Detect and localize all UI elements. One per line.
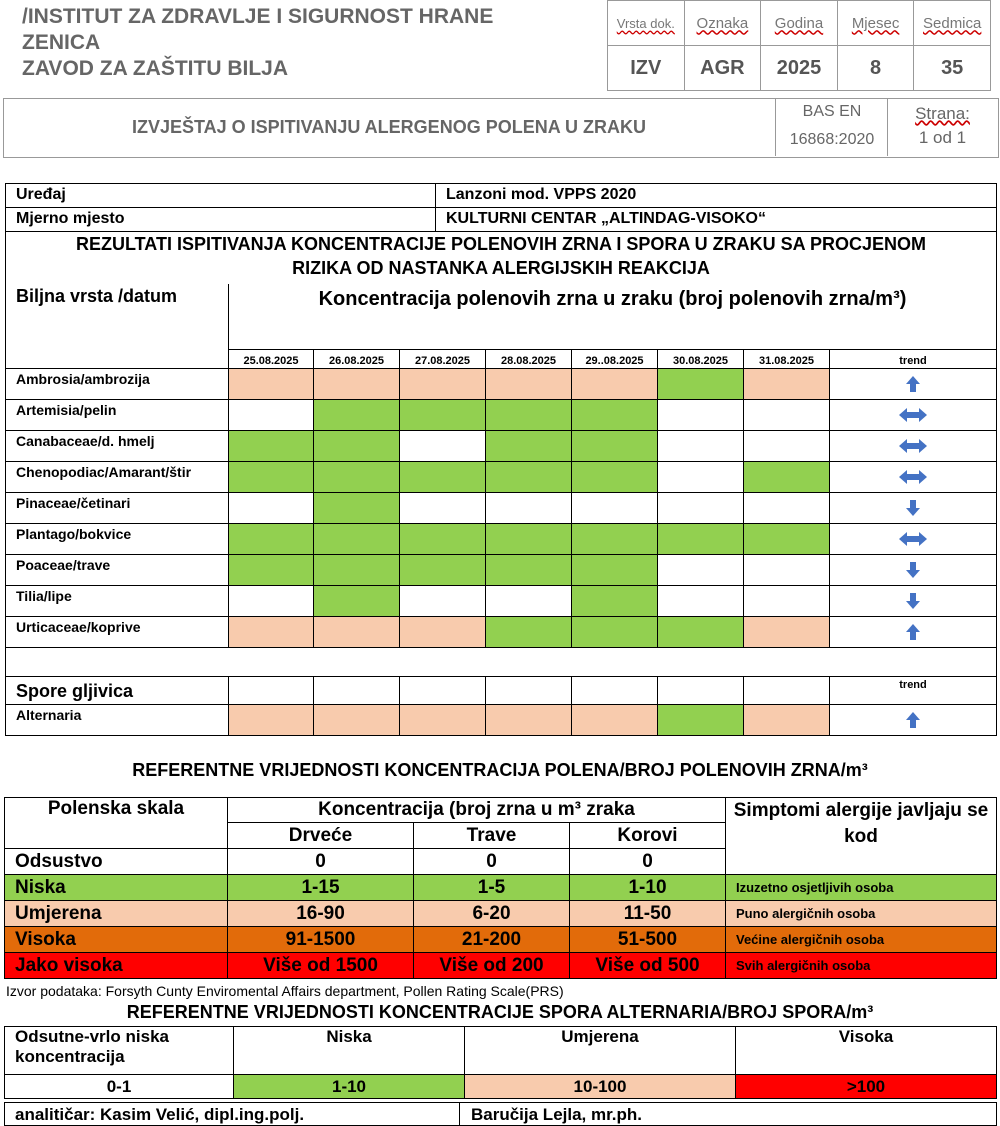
concentration-cell (486, 524, 572, 554)
trend-cell (830, 462, 996, 492)
ref-value: 51-500 (570, 927, 726, 953)
species-name: Artemisia/pelin (6, 400, 229, 430)
concentration-cell (744, 617, 830, 647)
concentration-cell (572, 462, 658, 492)
standard-reference (775, 98, 888, 156)
species-name: Urticaceae/koprive (6, 617, 229, 647)
species-name: Pinaceae/četinari (6, 493, 229, 523)
trend-cell (830, 555, 996, 585)
meta-label-type: Vrsta dok. (608, 1, 685, 46)
species-header: Biljna vrsta /datum (6, 284, 229, 369)
spore-ref-value-absent: 0-1 (5, 1075, 234, 1099)
page-label: Strana: (915, 104, 970, 123)
meta-value-code: AGR (684, 46, 761, 91)
symptoms-header: Simptomi alergije javljaju se kod (726, 798, 997, 875)
trend-header: trend (899, 355, 927, 367)
species-row (6, 617, 996, 648)
device-row (6, 184, 996, 208)
spore-header-cell (314, 677, 400, 704)
species-row (6, 555, 996, 586)
date-header: 30.08.2025 (658, 350, 744, 368)
spore-reference-title (0, 1002, 1000, 1023)
ref-value: 1-15 (228, 875, 414, 901)
concentration-cell (400, 555, 486, 585)
data-source: Izvor podataka: Forsyth Cunty Enviromental Affairs department, Pollen Rating Scale(PRS) (6, 983, 564, 999)
spore-header-cell (486, 677, 572, 704)
device-value: Lanzoni mod. VPPS 2020 (446, 186, 637, 203)
page-number (887, 98, 997, 156)
device-label: Uređaj (6, 184, 436, 207)
concentration-cell (744, 586, 830, 616)
concentration-cell (486, 431, 572, 461)
concentration-cell (314, 431, 400, 461)
location-label: Mjerno mjesto (6, 208, 436, 231)
concentration-cell (229, 431, 314, 461)
location-row (6, 208, 996, 232)
arrow-left-right-icon (898, 529, 928, 549)
spore-ref-header-low: Niska (234, 1027, 465, 1075)
scale-header: Polenska skala (5, 798, 228, 849)
concentration-cell (229, 555, 314, 585)
institution-line-3: ZAVOD ZA ZAŠTITU BILJA (22, 57, 288, 80)
second-signature: Baručija Lejla, mr.ph. (471, 1105, 643, 1124)
species-name: Plantago/bokvice (6, 524, 229, 554)
meta-value-week: 35 (914, 46, 991, 91)
reference-table (4, 797, 997, 979)
ref-value: 16-90 (228, 901, 414, 927)
concentration-cell (658, 705, 744, 735)
arrow-left-right-icon (898, 467, 928, 487)
concentration-cell (658, 493, 744, 523)
col-trees: Drveće (228, 823, 414, 849)
analyst-signature: analitičar: Kasim Velić, dipl.ing.polj. (15, 1105, 305, 1124)
spores-header-row (6, 677, 996, 705)
institution-line-1: /INSTITUT ZA ZDRAVLJE I SIGURNOST HRANE (22, 5, 494, 28)
concentration-cell (744, 493, 830, 523)
arrow-down-icon (898, 591, 928, 611)
concentration-cell (400, 705, 486, 735)
ref-level: Visoka (5, 927, 228, 953)
spore-ref-value-high: >100 (736, 1075, 997, 1099)
concentration-cell (229, 369, 314, 399)
concentration-cell (314, 493, 400, 523)
ref-value: 0 (414, 849, 570, 875)
concentration-cell (744, 555, 830, 585)
ref-value: 11-50 (570, 901, 726, 927)
ref-value: 0 (228, 849, 414, 875)
concentration-cell (744, 524, 830, 554)
meta-label-code: Oznaka (684, 1, 761, 46)
concentration-cell (744, 705, 830, 735)
reference-title-text: REFERENTNE VRIJEDNOSTI KONCENTRACIJA POLENA/BROJ POLENOVIH ZRNA/m³ (132, 760, 868, 780)
col-grasses: Trave (414, 823, 570, 849)
concentration-cell (486, 617, 572, 647)
species-name: Tilia/lipe (6, 586, 229, 616)
standard-line-1: BAS EN (802, 103, 862, 120)
concentration-cell (314, 586, 400, 616)
species-row (6, 705, 996, 736)
species-name: Canabaceae/d. hmelj (6, 431, 229, 461)
ref-symptoms: Svih alergičnih osoba (726, 953, 997, 979)
arrow-up-icon (898, 710, 928, 730)
date-header: 31.08.2025 (744, 350, 830, 368)
date-header: 29..08.2025 (572, 350, 658, 368)
concentration-cell (314, 705, 400, 735)
ref-value: Više od 200 (414, 953, 570, 979)
species-row (6, 369, 996, 400)
trend-cell (830, 617, 996, 647)
conc-header: Koncentracija (broj zrna u m³ zraka (228, 798, 726, 823)
concentration-cell (486, 555, 572, 585)
arrow-up-icon (898, 622, 928, 642)
concentration-cell (658, 524, 744, 554)
concentration-cell (486, 369, 572, 399)
concentration-cell (400, 400, 486, 430)
concentration-cell (572, 493, 658, 523)
concentration-cell (572, 369, 658, 399)
concentration-cell (229, 400, 314, 430)
spore-header-cell (572, 677, 658, 704)
meta-value-month: 8 (837, 46, 914, 91)
concentration-cell (229, 705, 314, 735)
spore-reference-title-text: REFERENTNE VRIJEDNOSTI KONCENTRACIJE SPORA ALTERNARIA/BROJ SPORA/m³ (126, 1002, 874, 1022)
species-row (6, 524, 996, 555)
spore-trend-header: trend (899, 679, 927, 691)
spore-ref-header-moderate: Umjerena (465, 1027, 736, 1075)
meta-value-year: 2025 (761, 46, 838, 91)
concentration-cell (572, 617, 658, 647)
concentration-cell (744, 431, 830, 461)
ref-value: 21-200 (414, 927, 570, 953)
date-header: 27.08.2025 (400, 350, 486, 368)
meta-label-week: Sedmica (914, 1, 991, 46)
ref-level: Odsustvo (5, 849, 228, 875)
species-name: Chenopodiac/Amarant/štir (6, 462, 229, 492)
spore-ref-header-absent: Odsutne-vrlo niska koncentracija (5, 1027, 234, 1075)
ref-symptoms: Izuzetno osjetljivih osoba (726, 875, 997, 901)
ref-level: Niska (5, 875, 228, 901)
concentration-cell (314, 400, 400, 430)
meta-label-month: Mjesec (837, 1, 914, 46)
signature-row (4, 1102, 997, 1126)
spore-reference-table (4, 1026, 997, 1099)
col-weeds: Korovi (570, 823, 726, 849)
concentration-cell (486, 705, 572, 735)
species-row (6, 400, 996, 431)
ref-symptoms: Puno alergičnih osoba (726, 901, 997, 927)
arrow-up-icon (898, 374, 928, 394)
location-value: KULTURNI CENTAR „ALTINDAG-VISOKO“ (446, 210, 766, 227)
concentration-header (229, 284, 996, 350)
spore-ref-value-moderate: 10-100 (465, 1075, 736, 1099)
species-name: Alternaria (6, 705, 229, 735)
standard-line-2: 16868:2020 (789, 131, 875, 148)
concentration-cell (572, 555, 658, 585)
species-name: Poaceae/trave (6, 555, 229, 585)
concentration-cell (572, 400, 658, 430)
spore-header-cell (744, 677, 830, 704)
report-title: IZVJEŠTAJ O ISPITIVANJU ALERGENOG POLENA U ZRAKU (131, 116, 647, 137)
concentration-cell (314, 462, 400, 492)
species-row (6, 431, 996, 462)
concentration-cell (314, 555, 400, 585)
spore-header-cell (400, 677, 486, 704)
reference-title (0, 760, 1000, 781)
ref-value: 0 (570, 849, 726, 875)
document-meta-table (607, 0, 991, 91)
concentration-cell (400, 524, 486, 554)
date-header: 28.08.2025 (486, 350, 572, 368)
trend-cell (830, 705, 996, 735)
spores-header: Spore gljivica (6, 677, 229, 704)
ref-value: 91-1500 (228, 927, 414, 953)
trend-cell (830, 524, 996, 554)
concentration-cell (572, 524, 658, 554)
concentration-cell (572, 586, 658, 616)
ref-value: 1-10 (570, 875, 726, 901)
spore-ref-value-low: 1-10 (234, 1075, 465, 1099)
trend-cell (830, 431, 996, 461)
meta-value-type: IZV (608, 46, 685, 91)
results-title: REZULTATI ISPITIVANJA KONCENTRACIJE POLENOVIH ZRNA I SPORA U ZRAKU SA PROCJENOM RIZIKA OD NASTANKA ALERGIJSKIH REAKCIJA (75, 234, 927, 278)
concentration-cell (486, 462, 572, 492)
ref-row-low (5, 875, 997, 901)
concentration-cell (229, 493, 314, 523)
ref-symptoms: Većine alergičnih osoba (726, 927, 997, 953)
ref-row-high (5, 927, 997, 953)
concentration-cell (486, 493, 572, 523)
concentration-cell (658, 462, 744, 492)
concentration-cell (658, 400, 744, 430)
concentration-cell (400, 586, 486, 616)
date-header: 25.08.2025 (229, 350, 314, 368)
concentration-header-text: Koncentracija polenovih zrna u zraku (broj polenovih zrna/m³) (318, 288, 907, 310)
concentration-cell (229, 462, 314, 492)
ref-value: Više od 1500 (228, 953, 414, 979)
ref-level: Jako visoka (5, 953, 228, 979)
spore-header-cell (229, 677, 314, 704)
concentration-cell (572, 431, 658, 461)
ref-value: 1-5 (414, 875, 570, 901)
ref-value: Više od 500 (570, 953, 726, 979)
ref-row-moderate (5, 901, 997, 927)
concentration-cell (229, 524, 314, 554)
concentration-cell (314, 369, 400, 399)
concentration-cell (572, 705, 658, 735)
concentration-cell (400, 493, 486, 523)
species-row (6, 586, 996, 617)
concentration-cell (744, 462, 830, 492)
concentration-cell (658, 555, 744, 585)
trend-cell (830, 400, 996, 430)
concentration-cell (658, 369, 744, 399)
meta-label-year: Godina (761, 1, 838, 46)
institution-name (22, 4, 493, 82)
concentration-cell (486, 400, 572, 430)
spore-header-cell (658, 677, 744, 704)
concentration-cell (658, 617, 744, 647)
arrow-left-right-icon (898, 436, 928, 456)
concentration-cell (229, 617, 314, 647)
trend-cell (830, 369, 996, 399)
date-header: 26.08.2025 (314, 350, 400, 368)
trend-cell (830, 493, 996, 523)
page-value: 1 od 1 (918, 128, 967, 147)
concentration-cell (229, 586, 314, 616)
concentration-cell (400, 462, 486, 492)
arrow-down-icon (898, 498, 928, 518)
empty-separator-row (6, 649, 996, 677)
ref-level: Umjerena (5, 901, 228, 927)
species-row (6, 493, 996, 524)
concentration-cell (314, 524, 400, 554)
species-row (6, 462, 996, 493)
concentration-cell (486, 586, 572, 616)
concentration-cell (400, 431, 486, 461)
institution-line-2: ZENICA (22, 31, 101, 54)
concentration-cell (400, 369, 486, 399)
ref-row-very-high (5, 953, 997, 979)
concentration-cell (400, 617, 486, 647)
spore-ref-header-high: Visoka (736, 1027, 997, 1075)
species-name: Ambrosia/ambrozija (6, 369, 229, 399)
arrow-down-icon (898, 560, 928, 580)
concentration-cell (314, 617, 400, 647)
trend-cell (830, 586, 996, 616)
results-table (5, 183, 997, 736)
concentration-cell (744, 400, 830, 430)
concentration-cell (658, 586, 744, 616)
date-row (6, 350, 996, 369)
arrow-left-right-icon (898, 405, 928, 425)
concentration-cell (744, 369, 830, 399)
ref-value: 6-20 (414, 901, 570, 927)
concentration-cell (658, 431, 744, 461)
